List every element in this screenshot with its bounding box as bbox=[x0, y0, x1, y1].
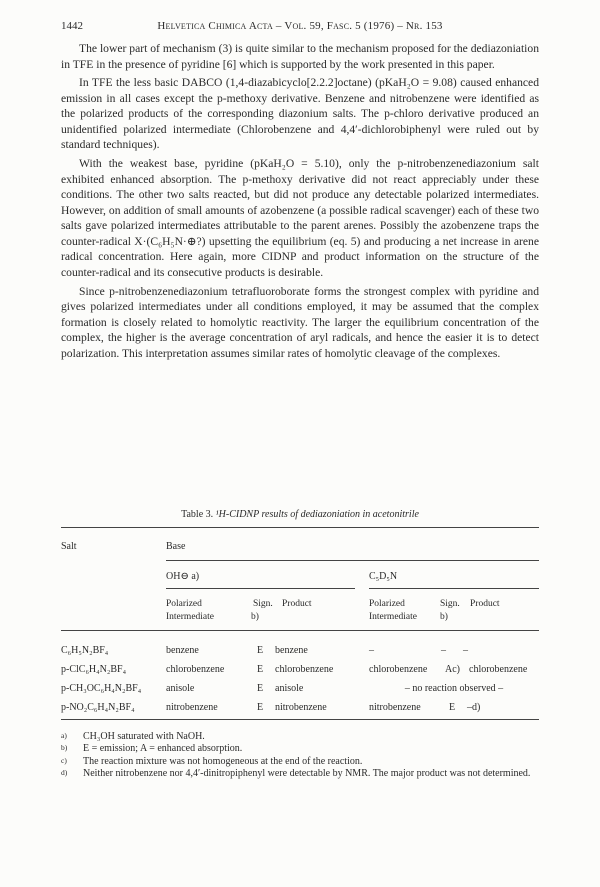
cell-sign: – bbox=[441, 645, 446, 656]
table-rule bbox=[166, 560, 539, 561]
footnote bbox=[61, 731, 539, 743]
cell-salt: p-CH₃OC₆H₄N₂BF₄ bbox=[61, 683, 142, 694]
cell-product: – bbox=[463, 645, 468, 656]
cell-sign: E bbox=[257, 702, 264, 713]
subheader-sign-note: b) bbox=[440, 612, 448, 622]
cell-sign: E bbox=[257, 683, 264, 694]
cell-salt: C₆H₅N₂BF₄ bbox=[61, 645, 109, 656]
footnote-mark: a) bbox=[61, 731, 67, 740]
table-rule bbox=[61, 630, 539, 631]
col-header-base-pyridine: C₅D₅N bbox=[369, 571, 398, 582]
cell-sign: E bbox=[449, 702, 456, 713]
body-text bbox=[61, 41, 539, 365]
cell-intermediate: – bbox=[369, 645, 374, 656]
caption-label: Table 3. bbox=[181, 509, 214, 520]
page-number: 1442 bbox=[61, 20, 83, 32]
paragraph: The lower part of mechanism (3) is quite similar to the mechanism proposed for the dediazoniation in TFE in the presence of pyridine [6] which is supported by the work presented in this paper. bbox=[61, 42, 539, 71]
table-rule-bottom bbox=[61, 719, 539, 720]
footnote-text: The reaction mixture was not homogeneous at the end of the reaction. bbox=[83, 755, 363, 767]
table-rule bbox=[166, 588, 355, 589]
cell-product: –d) bbox=[467, 702, 481, 713]
footnote bbox=[61, 743, 539, 755]
subheader-polarized: Polarized bbox=[369, 599, 405, 609]
paragraph: In TFE the less basic DABCO (1,4-diazabicyclo[2.2.2]octane) (pKaH₂O = 9.08) caused enhanced emission in all cases except the p-methoxy derivative. Benzene and nitrobenzene were identified as the polarized products of the corresponding diazonium salts. The p-chloro derivative produced an unidentified polarized intermediate (Chlorobenzene and 4,4′-dichlorobiphenyl were ruled out by standard techniques). bbox=[61, 76, 539, 152]
cell-intermediate: benzene bbox=[166, 645, 199, 656]
subheader-intermediate: Intermediate bbox=[369, 612, 418, 622]
running-head: Helvetica Chimica Acta – Vol. 59, Fasc. 5 (1976) – Nr. 153 bbox=[157, 20, 443, 32]
cell-product: nitrobenzene bbox=[275, 702, 327, 713]
cell-product: anisole bbox=[275, 683, 304, 694]
cell-no-reaction: – no reaction observed – bbox=[404, 683, 504, 694]
table-rule-top bbox=[61, 527, 539, 528]
cell-product: chlorobenzene bbox=[275, 664, 334, 675]
col-header-base: Base bbox=[166, 541, 186, 552]
cell-sign: E bbox=[257, 664, 264, 675]
subheader-sign-note: b) bbox=[251, 612, 259, 622]
cell-intermediate: nitrobenzene bbox=[369, 702, 421, 713]
subheader-polarized: Polarized bbox=[166, 599, 202, 609]
col-header-salt: Salt bbox=[61, 541, 77, 552]
footnote-text: Neither nitrobenzene nor 4,4′-dinitropiphenyl were detectable by NMR. The major product was not determined. bbox=[83, 768, 531, 780]
cell-sign: E bbox=[257, 645, 264, 656]
cell-intermediate: anisole bbox=[166, 683, 195, 694]
footnote-text: CH₃OH saturated with NaOH. bbox=[83, 731, 205, 742]
cell-product: chlorobenzene bbox=[469, 664, 528, 675]
table-rule bbox=[369, 588, 539, 589]
footnote-mark: d) bbox=[61, 768, 68, 778]
subheader-intermediate: Intermediate bbox=[166, 612, 215, 622]
footnotes bbox=[61, 731, 539, 781]
cell-sign: Ac) bbox=[445, 664, 460, 675]
footnote bbox=[61, 768, 539, 780]
paragraph: With the weakest base, pyridine (pKaH₂O = 5.10), only the p-nitrobenzenediazonium salt exhibited enhanced absorption. The p-methoxy derivative did not react appreciably under these conditions. The other two salts reacted, but did not produce any detectable polarized intermediates. However, on addition of small amounts of azobenzene (a possible radical scavenger) each of these two salts gave polarized intermediates attributable to the parent arenes. Possibly the azobenzene traps the counter-radical X·(C₆H₅N·⊕?) upsetting the equilibrium (eq. 5) and producing a net increase in arene radical concentration. Here again, more CIDNP and product information on the structure of the counter-radical and its consecutive products is desirable. bbox=[61, 157, 539, 280]
subheader-sign: Sign. bbox=[440, 599, 460, 609]
cell-product: benzene bbox=[275, 645, 308, 656]
cell-intermediate: nitrobenzene bbox=[166, 702, 218, 713]
caption-title: ¹H-CIDNP results of dediazoniation in acetonitrile bbox=[215, 509, 419, 520]
cell-salt: p-ClC₆H₄N₂BF₄ bbox=[61, 664, 127, 675]
footnote-text: E = emission; A = enhanced absorption. bbox=[83, 743, 243, 755]
col-header-base-hydroxide: OH⊖ a) bbox=[166, 571, 200, 582]
cell-intermediate: chlorobenzene bbox=[166, 664, 225, 675]
cell-intermediate: chlorobenzene bbox=[369, 664, 428, 675]
cell-salt: p-NO₂C₆H₄N₂BF₄ bbox=[61, 702, 135, 713]
subheader-product: Product bbox=[470, 599, 500, 609]
footnote-mark: b) bbox=[61, 743, 68, 753]
footnote-mark: c) bbox=[61, 755, 67, 765]
paragraph: Since p-nitrobenzenediazonium tetrafluoroborate forms the strongest complex with pyridine and gives polarized intermediates under all conditions employed, it may be assumed that the complex formation is closely related to homolytic reactivity. The larger the equilibrium concentration of the complex, the higher is the average concentration of aryl radicals, and hence the easier it is to detect polarization. This interpretation assumes similar rates of homolytic cleavage of the complexes. bbox=[61, 284, 539, 360]
subheader-product: Product bbox=[282, 599, 312, 609]
subheader-sign: Sign. bbox=[253, 599, 273, 609]
table-caption bbox=[61, 508, 539, 521]
footnote bbox=[61, 756, 539, 768]
